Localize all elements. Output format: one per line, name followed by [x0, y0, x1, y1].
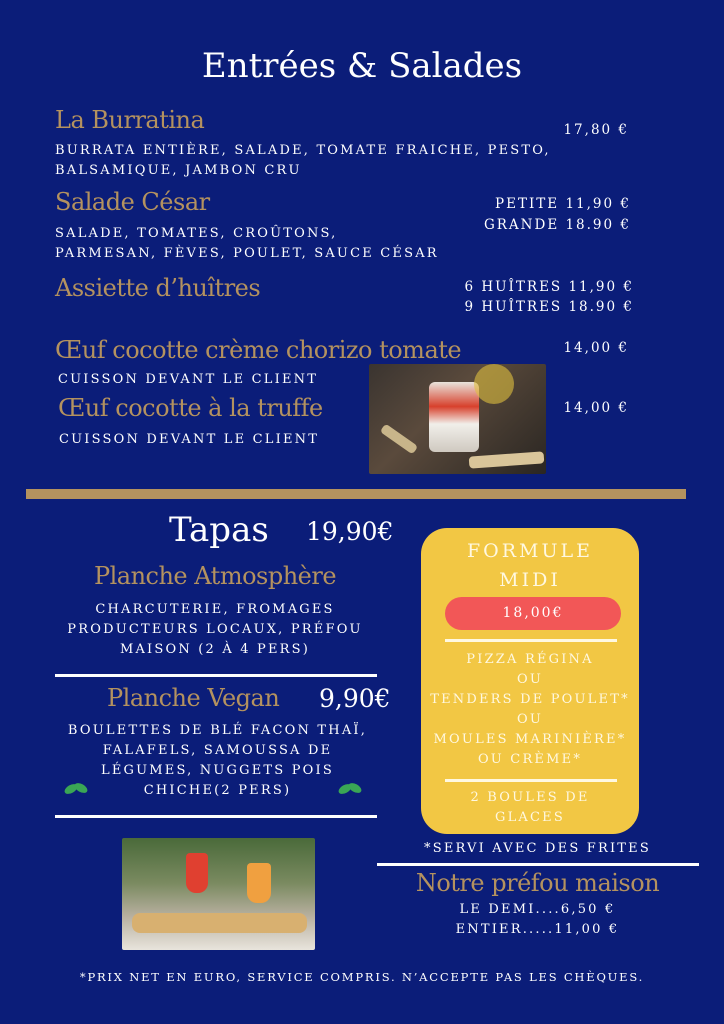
dish-desc: LÉGUMES, NUGGETS POIS	[101, 763, 334, 778]
dish-name: La Burratina	[55, 106, 205, 134]
formule-title: FORMULE	[466, 540, 594, 562]
tapas-title: Tapas	[169, 510, 269, 550]
dish-desc: PRODUCTEURS LOCAUX, PRÉFOU	[67, 622, 363, 637]
prefou-title: Notre préfou maison	[415, 869, 660, 897]
formule-title: MIDI	[499, 569, 561, 591]
footer-note: *PRIX NET EN EURO, SERVICE COMPRIS. N’ACCEPTE PAS LES CHÈQUES.	[79, 970, 645, 984]
servi-note: *SERVI AVEC DES FRITES	[424, 841, 651, 856]
dish-name: Œuf cocotte à la truffe	[58, 394, 323, 422]
dish-price: 14,00 €	[563, 400, 629, 416]
leaf-icon	[337, 779, 363, 797]
formule-choice: OU	[516, 712, 543, 727]
dish-desc: PARMESAN, FÈVES, POULET, SAUCE CÉSAR	[55, 246, 439, 261]
dish-name: Planche Atmosphère	[93, 562, 337, 590]
dish-price: 17,80 €	[563, 122, 629, 138]
dish-name: Œuf cocotte crème chorizo tomate	[55, 336, 462, 364]
prefou-line: LE DEMI....6,50 €	[459, 902, 616, 917]
dish-name: Assiette d’huîtres	[55, 274, 261, 302]
leaf-icon	[63, 779, 89, 797]
divider	[445, 639, 617, 642]
dish-desc: CUISSON DEVANT LE CLIENT	[59, 432, 320, 447]
dish-price: 9 HUÎTRES 18.90 €	[464, 299, 634, 315]
formule-choice: OU	[516, 672, 543, 687]
dish-price: GRANDE 18.90 €	[483, 217, 631, 233]
divider	[55, 815, 377, 818]
prefou-line: ENTIER.....11,00 €	[455, 922, 620, 937]
dish-desc: BURRATA ENTIÈRE, SALADE, TOMATE FRAICHE, PESTO,	[55, 143, 551, 158]
dish-desc: CHICHE(2 PERS)	[143, 783, 292, 798]
dish-desc: BALSAMIQUE, JAMBON CRU	[55, 163, 302, 178]
formule-choice: MOULES MARINIÈRE*	[433, 732, 627, 747]
tapas-price: 19,90€	[306, 517, 394, 546]
dish-desc: BOULETTES DE BLÉ FACON THAÏ,	[67, 723, 368, 738]
tapas-photo	[122, 838, 315, 950]
oeuf-cocotte-photo	[369, 364, 546, 474]
dish-desc: FALAFELS, SAMOUSSA DE	[102, 743, 333, 758]
divider	[55, 674, 377, 677]
formule-dessert: 2 BOULES DE	[470, 790, 590, 805]
formule-choice: OU CRÈME*	[477, 752, 583, 767]
dish-name: Planche Vegan	[107, 684, 280, 712]
formule-choice: PIZZA RÉGINA	[466, 652, 594, 667]
formule-price-badge: 18,00€	[445, 597, 621, 630]
dish-desc: SALADE, TOMATES, CROÛTONS,	[55, 226, 338, 241]
dish-price: PETITE 11,90 €	[495, 196, 631, 212]
dish-desc: CHARCUTERIE, FROMAGES	[95, 602, 335, 617]
section-divider	[26, 489, 686, 499]
dish-desc: MAISON (2 À 4 PERS)	[119, 642, 311, 657]
divider	[377, 863, 699, 866]
dish-name: Salade César	[55, 188, 210, 216]
formule-dessert: GLACES	[495, 810, 565, 825]
entrees-title: Entrées & Salades	[201, 46, 523, 86]
formule-choice: TENDERS DE POULET*	[430, 692, 630, 707]
dish-price: 14,00 €	[563, 340, 629, 356]
dish-price: 6 HUÎTRES 11,90 €	[464, 279, 634, 295]
vegan-price: 9,90€	[319, 684, 391, 713]
divider	[445, 779, 617, 782]
dish-desc: CUISSON DEVANT LE CLIENT	[58, 372, 319, 387]
formule-midi-card	[421, 528, 639, 834]
